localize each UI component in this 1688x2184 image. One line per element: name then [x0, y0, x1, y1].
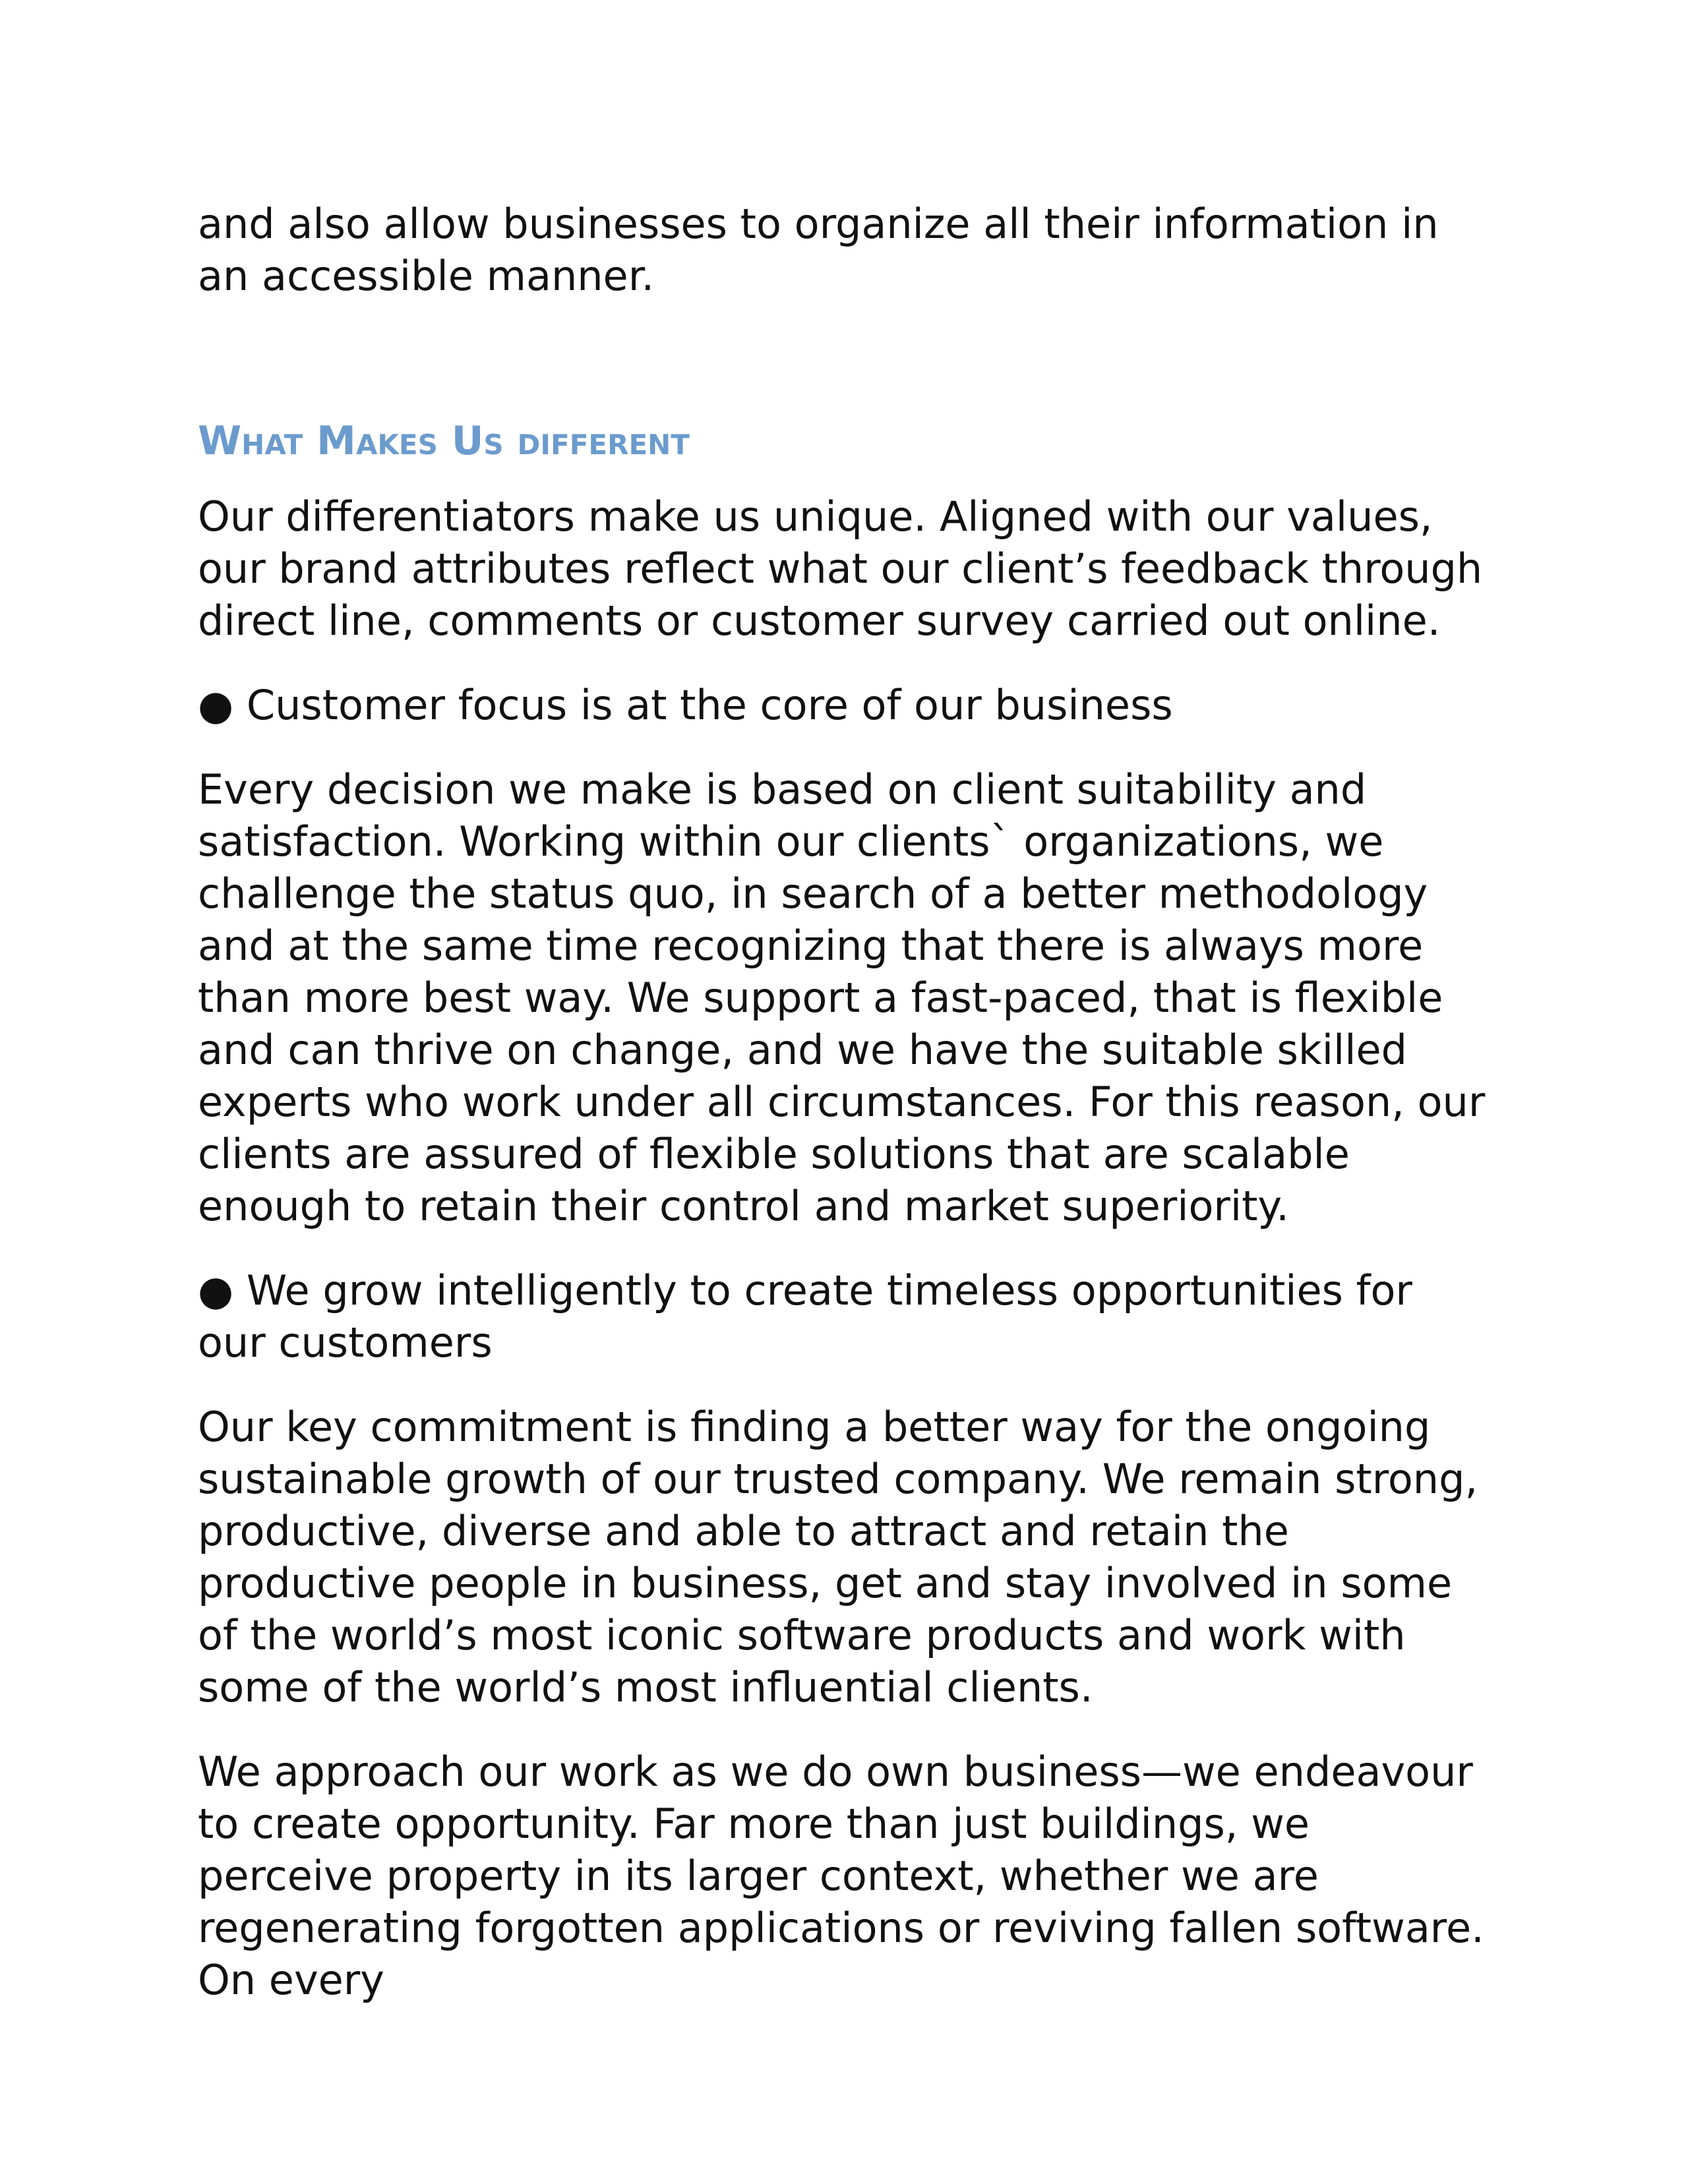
section-heading: What Makes Us different: [198, 418, 690, 464]
bullet-marker-icon: ●: [198, 1266, 234, 1314]
bullet-text: We grow intelligently to create timeless opportunities for our customers: [198, 1266, 1412, 1367]
decision-paragraph: Every decision we make is based on client suitability and satisfaction. Working within our clients` organizations, we challenge the status quo, in search of a better methodology and at the same time recognizing that there is always more than more best way. We support a fast-paced, that is flexible and can thrive on change, and we have the suitable skilled experts who work under all circumstances. For this reason, our clients are assured of flexible solutions that are scalable enough to retain their control and market superiority.: [198, 765, 1486, 1230]
page-content: [198, 198, 1490, 2038]
commitment-paragraph: Our key commitment is finding a better way for the ongoing sustainable growth of our trusted company. We remain strong, productive, diverse and able to attract and retain the productive people in business, get and stay involved in some of the world’s most iconic software products and work with some of the world’s most influential clients.: [198, 1403, 1478, 1711]
bullet-grow-intelligently: [198, 1264, 1490, 1369]
bullet-customer-focus: [198, 679, 1490, 731]
bullet-text: Customer focus is at the core of our business: [246, 681, 1173, 729]
bullet-marker-icon: ●: [198, 681, 234, 729]
differentiators-paragraph: Our differentiators make us unique. Aligned with our values, our brand attributes reflect what our client’s feedback through direct line, comments or customer survey carried out online.: [198, 492, 1483, 645]
approach-paragraph: We approach our work as we do own business—we endeavour to create opportunity. Far more than just buildings, we perceive property in its larger context, whether we are regenerating forgotten applications or reviving fallen software. On every: [198, 1748, 1484, 2004]
intro-paragraph: and also allow businesses to organize all their information in an accessible manner.: [198, 200, 1439, 300]
